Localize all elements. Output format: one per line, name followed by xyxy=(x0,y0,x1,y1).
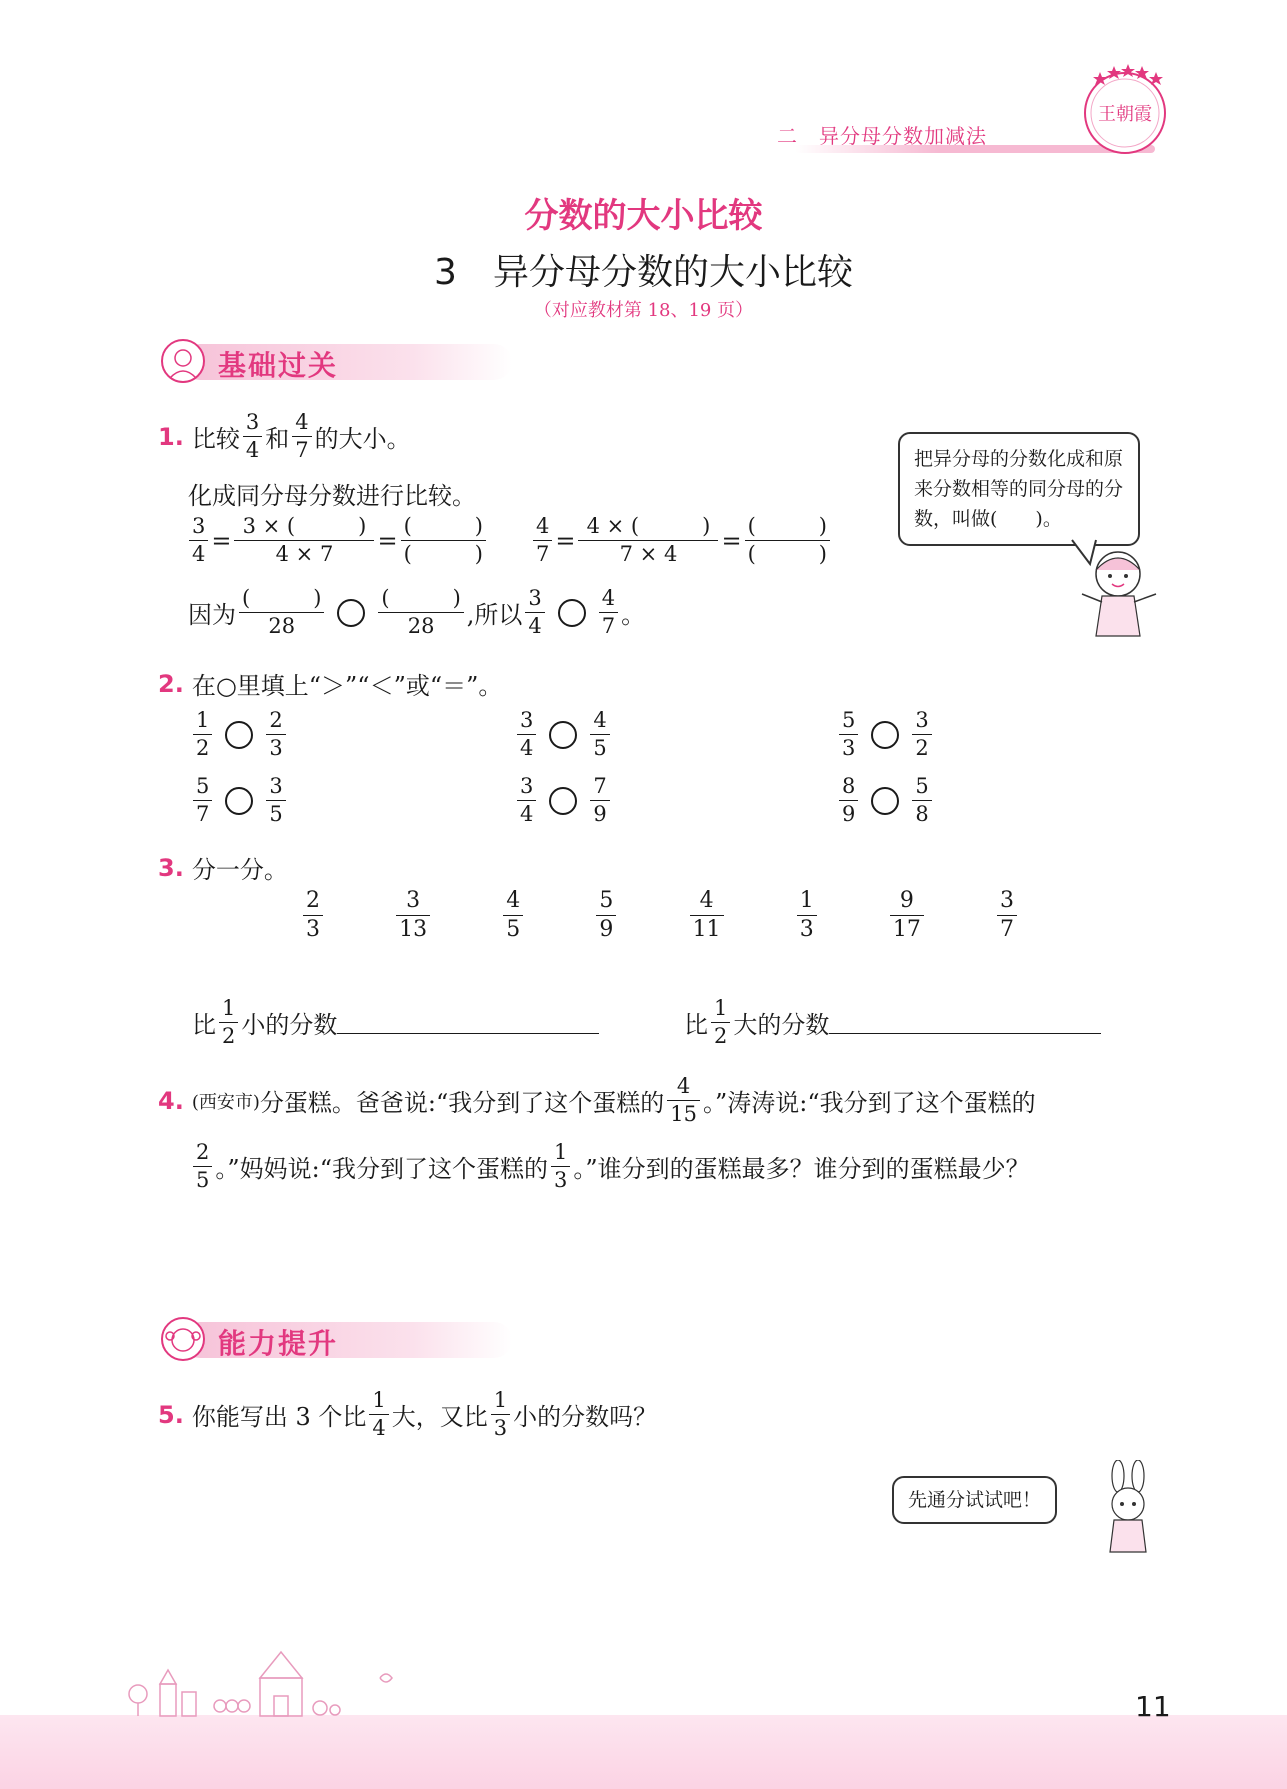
q3-less-than-half: 比 $\frac{1}{2}$ 小的分数 xyxy=(192,998,599,1047)
q2-item: $\frac{8}{9}$ $\frac{5}{8}$ xyxy=(836,776,935,825)
q3-text: 分一分。 xyxy=(191,856,288,884)
answer-line[interactable] xyxy=(829,1011,1101,1034)
answer-circle[interactable] xyxy=(225,787,253,815)
svg-text:王朝霞: 王朝霞 xyxy=(1098,104,1152,125)
q1-conclusion: 因为 $\frac{( )}{28}$ $\frac{( )}{28}$ ,所以 $\frac{3}{4}$ $\frac{4}{7}$ 。 xyxy=(188,586,646,638)
q1-so: ,所以 xyxy=(466,601,523,629)
q4-line-1: 4. (西安市) 分蛋糕。爸爸说:“我分到了这个蛋糕的 $\frac{4}{15}$ 。”涛涛说:“我分到了这个蛋糕的 xyxy=(158,1074,1036,1126)
q1-text-and: 和 xyxy=(265,425,290,453)
q4-source: (西安市) xyxy=(191,1091,260,1113)
q1-line xyxy=(158,412,411,461)
monkey-icon xyxy=(160,1316,206,1362)
q3-line xyxy=(158,850,288,885)
town-decoration-icon xyxy=(120,1648,430,1718)
q3-fraction-list xyxy=(300,890,1020,941)
chapter-title: 二 异分母分数加减法 xyxy=(777,124,987,148)
section-title: 分数的大小比较 xyxy=(524,196,763,236)
tip-speech-bubble: 把异分母的分数化成和原来分数相等的同分母的分数，叫做( )。 xyxy=(898,432,1140,546)
hint-speech-bubble: 先通分试试吧！ xyxy=(892,1476,1057,1524)
q4-line-2: $\frac{2}{5}$ 。”妈妈说:“我分到了这个蛋糕的 $\frac{1}{3}$ 。”谁分到的蛋糕最多？谁分到的蛋糕最少？ xyxy=(190,1142,1030,1191)
lesson-title: 3 异分母分数的大小比较 xyxy=(434,252,853,293)
q4-number: 4. xyxy=(158,1086,184,1115)
q5-line: 5. 你能写出 3 个比 $\frac{1}{4}$ 大，又比 $\frac{1}{3}$ 小的分数吗？ xyxy=(158,1388,658,1440)
fraction: $\frac{3}{4}$ xyxy=(243,412,262,461)
q1-equation-1: $\frac{3}{4}$ = $\frac{3 \times ( )}{4 \times 7}$ = $\frac{( )}{( )}$ xyxy=(186,516,489,565)
brand-logo xyxy=(1070,58,1180,158)
girl-illustration-icon xyxy=(1068,544,1168,644)
answer-circle[interactable] xyxy=(549,721,577,749)
q2-item: $\frac{1}{2}$ $\frac{2}{3}$ xyxy=(190,710,289,759)
fraction: $\frac{2}{3}$ xyxy=(303,890,323,941)
q3-number: 3. xyxy=(158,853,184,882)
q1-step: 化成同分母分数进行比较。 xyxy=(188,482,476,510)
answer-circle[interactable] xyxy=(337,599,365,627)
rabbit-illustration-icon xyxy=(1088,1460,1168,1560)
q1-text-b: 的大小。 xyxy=(314,425,411,453)
q2-number: 2. xyxy=(158,669,184,698)
q1-number: 1. xyxy=(158,422,184,451)
answer-circle[interactable] xyxy=(558,599,586,627)
fraction: $\frac{3}{7}$ xyxy=(997,890,1017,941)
q1-text-a: 比较 xyxy=(191,425,240,453)
q5-number: 5. xyxy=(158,1400,184,1429)
textbook-reference: （对应教材第 18、19 页） xyxy=(533,300,754,321)
q2-line xyxy=(158,666,502,701)
q2-item: $\frac{3}{4}$ $\frac{7}{9}$ xyxy=(514,776,613,825)
q1-because: 因为 xyxy=(188,601,236,629)
answer-circle[interactable] xyxy=(225,721,253,749)
q3-more-than-half: 比 $\frac{1}{2}$ 大的分数 xyxy=(684,998,1101,1047)
badge-advanced-label: 能力提升 xyxy=(218,1327,339,1360)
answer-circle[interactable] xyxy=(871,721,899,749)
fraction: $\frac{1}{3}$ xyxy=(797,890,817,941)
q2-item: $\frac{5}{7}$ $\frac{3}{5}$ xyxy=(190,776,289,825)
badge-basic-label: 基础过关 xyxy=(218,349,339,382)
fraction: $\frac{9}{17}$ xyxy=(890,890,924,941)
answer-line[interactable] xyxy=(337,1011,599,1034)
fraction: $\frac{5}{9}$ xyxy=(596,890,616,941)
fraction: $\frac{4}{5}$ xyxy=(503,890,523,941)
page-number: 11 xyxy=(1135,1690,1171,1723)
fraction: $\frac{4}{11}$ xyxy=(690,890,724,941)
answer-circle[interactable] xyxy=(871,787,899,815)
q2-text: 在○里填上“＞”“＜”或“＝”。 xyxy=(191,672,503,700)
q1-equation-2: $\frac{4}{7}$ = $\frac{4 \times ( )}{7 \times 4}$ = $\frac{( )}{( )}$ xyxy=(530,516,833,565)
q2-item: $\frac{3}{4}$ $\frac{4}{5}$ xyxy=(514,710,613,759)
q2-item: $\frac{5}{3}$ $\frac{3}{2}$ xyxy=(836,710,935,759)
answer-circle[interactable] xyxy=(549,787,577,815)
badge-advanced xyxy=(160,1316,520,1360)
student-icon xyxy=(160,338,206,384)
badge-basic xyxy=(160,338,520,382)
fraction: $\frac{3}{13}$ xyxy=(396,890,430,941)
footer-band xyxy=(0,1715,1287,1789)
fraction: $\frac{4}{7}$ xyxy=(292,412,311,461)
